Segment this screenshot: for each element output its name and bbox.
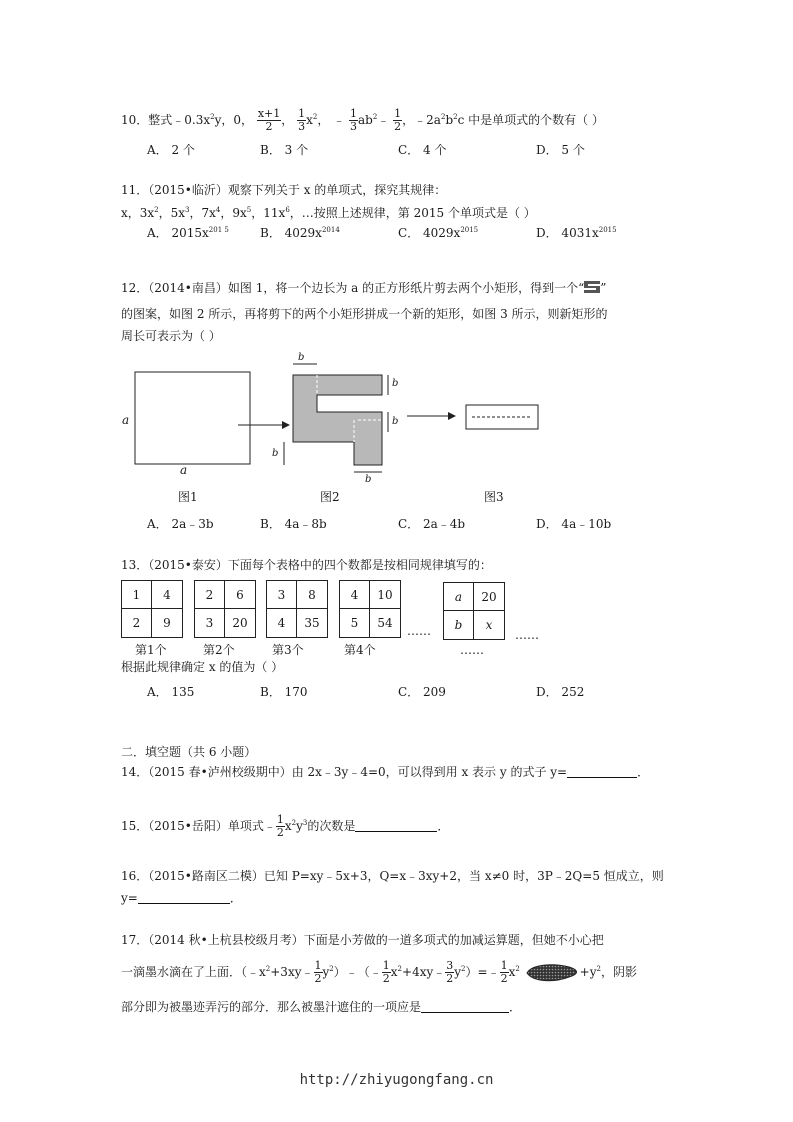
question-17-line3: 部分即为被墨迹弄污的部分．那么被墨汁遮住的一项应是 ． — [121, 1000, 522, 1014]
q13-dots-1: …… — [407, 624, 431, 638]
footer-url[interactable]: http://zhiyugongfang.cn — [299, 1072, 494, 1088]
q11-option-a: A． $2015x^{201 5}$ — [147, 226, 229, 240]
answer-blank[interactable] — [355, 831, 437, 832]
question-13-line2: 根据此规律确定 x 的值为（ ） — [121, 660, 284, 674]
q11-option-c: C． $4029x^{2015}$ — [398, 226, 479, 240]
fraction: $\frac{3}{2}$ — [446, 959, 454, 985]
figure-1-caption: 图1 — [178, 490, 198, 504]
ink-blot-icon — [524, 962, 580, 984]
q12-option-b: B． 4a﹣8b — [260, 517, 327, 531]
q10-option-b: B． 3 个 — [260, 143, 309, 157]
q13-option-d: D． 252 — [536, 685, 585, 699]
answer-blank[interactable] — [567, 777, 637, 778]
question-16-line1: 16．（2015•路南区二模）已知 P=xy﹣5x+3，Q=x﹣3xy+2，当 x≠0 时，3P﹣2Q=5 恒成立，则 — [121, 869, 664, 883]
figure-1-square — [135, 372, 250, 464]
question-13-line1: 13．（2015•泰安）下面每个表格中的四个数都是按相同规律填写的： — [121, 558, 492, 572]
figure-1-side-label: a — [122, 413, 130, 427]
q13-option-b: B． 170 — [260, 685, 308, 699]
figure-2-b-label: b — [298, 352, 305, 363]
fraction: $\frac{x+1}{2}$ — [257, 107, 281, 133]
q11-option-d: D． $4031x^{2015}$ — [536, 226, 617, 240]
q13-table-2: 2 6 3 20 — [194, 580, 256, 638]
question-16-line2: y= ． — [121, 891, 242, 905]
fraction: $\frac{1}{2}$ — [394, 107, 402, 133]
q13-option-c: C． 209 — [398, 685, 446, 699]
q12-option-a: A． 2a﹣3b — [147, 517, 214, 531]
question-15: 15．（2015•岳阳）单项式﹣ $\frac{1}{2}$ $x^2y^3$的次数是 ． — [121, 813, 450, 839]
q10-option-a: A． 2 个 — [147, 143, 195, 157]
q13-table-4: 4 10 5 54 — [339, 580, 401, 638]
q13-table-3: 3 8 4 35 — [266, 580, 328, 638]
figure-2-b-label: b — [392, 416, 399, 427]
question-17-line2: 一滴墨水滴在了上面．（$﹣x^2+3xy﹣$ $\frac{1}{2}$ $y^2)﹣(﹣$ $\frac{1}{2}$ $x^2+4xy﹣$ $\frac{3}{2}$ $y^2)=﹣$ $\frac{1}{2}$ $x^2 +y^2$，阴影 — [121, 959, 637, 985]
q13-caption-1: 第1个 — [135, 643, 167, 657]
figure-2-caption: 图2 — [320, 490, 340, 504]
q12-figures — [110, 350, 560, 510]
q11-option-b: B． $4029x^{2014}$ — [260, 226, 340, 240]
question-12-line2: 的图案，如图 2 所示，再将剪下的两个小矩形拼成一个新的矩形，如图 3 所示，则新矩形的 — [121, 307, 608, 321]
question-17-line1: 17．（2014 秋•上杭县校级月考）下面是小芳做的一道多项式的加减运算题，但她不小心把 — [121, 933, 604, 947]
fraction: $\frac{1}{2}$ — [276, 813, 284, 839]
fraction: $\frac{1}{3}$ — [350, 107, 358, 133]
fraction: $\frac{1}{2}$ — [314, 959, 322, 985]
q13-table-last: a 20 b x — [443, 582, 505, 640]
question-11-line2: x，$3x^2$，$5x^3$，$7x^4$，$9x^5$，$11x^6$，…按照上述规律，第 2015 个单项式是（ ） — [121, 206, 536, 220]
q10-option-d: D． 5 个 — [536, 143, 585, 157]
question-12-line1: 12．（2014•南昌）如图 1，将一个边长为 a 的正方形纸片剪去两个小矩形，得到一个“ ” — [121, 281, 607, 295]
q13-caption-3: 第3个 — [272, 643, 304, 657]
q10-option-c: C． 4 个 — [398, 143, 447, 157]
figure-2-b-label: b — [392, 378, 399, 389]
question-14: 14．（2015 春•泸州校级期中）由 2x﹣3y﹣4=0，可以得到用 x 表示 y 的式子 y= ． — [121, 765, 650, 779]
question-12-line3: 周长可表示为（ ） — [121, 329, 221, 343]
fraction: $\frac{1}{2}$ — [500, 959, 508, 985]
answer-blank[interactable] — [138, 903, 230, 904]
q12-option-d: D． 4a﹣10b — [536, 517, 612, 531]
figure-2-b-label: b — [365, 474, 372, 485]
figure-3-caption: 图3 — [484, 490, 504, 504]
q13-table-1: 1 4 2 9 — [121, 580, 183, 638]
figure-2-b-label: b — [272, 448, 279, 459]
section-2-heading: 二．填空题（共 6 小题） — [121, 745, 257, 759]
question-11-line1: 11．（2015•临沂）观察下列关于 x 的单项式，探究其规律： — [121, 183, 447, 197]
figure-1-bottom-label: a — [180, 463, 188, 477]
q13-dots-3: …… — [460, 643, 484, 657]
fraction: $\frac{1}{2}$ — [382, 959, 390, 985]
q13-caption-4: 第4个 — [344, 643, 376, 657]
q13-dots-2: …… — [515, 628, 539, 642]
fraction: $\frac{1}{3}$ — [298, 107, 306, 133]
q12-option-c: C． 2a﹣4b — [398, 517, 466, 531]
answer-blank[interactable] — [421, 1012, 509, 1013]
q13-caption-2: 第2个 — [203, 643, 235, 657]
s-shape-icon — [584, 281, 600, 293]
question-10: 10．整式$﹣0.3x^2y$，0， $\frac{x+1}{2}$ ， $\frac{1}{3}$ $x^2$， ﹣ $\frac{1}{3}$ $ab^2﹣$ $\frac{1}{2}$ ，$﹣2a^2b^2c$ 中是单项式的个数有（ ） — [121, 107, 604, 133]
q13-option-a: A． 135 — [147, 685, 195, 699]
